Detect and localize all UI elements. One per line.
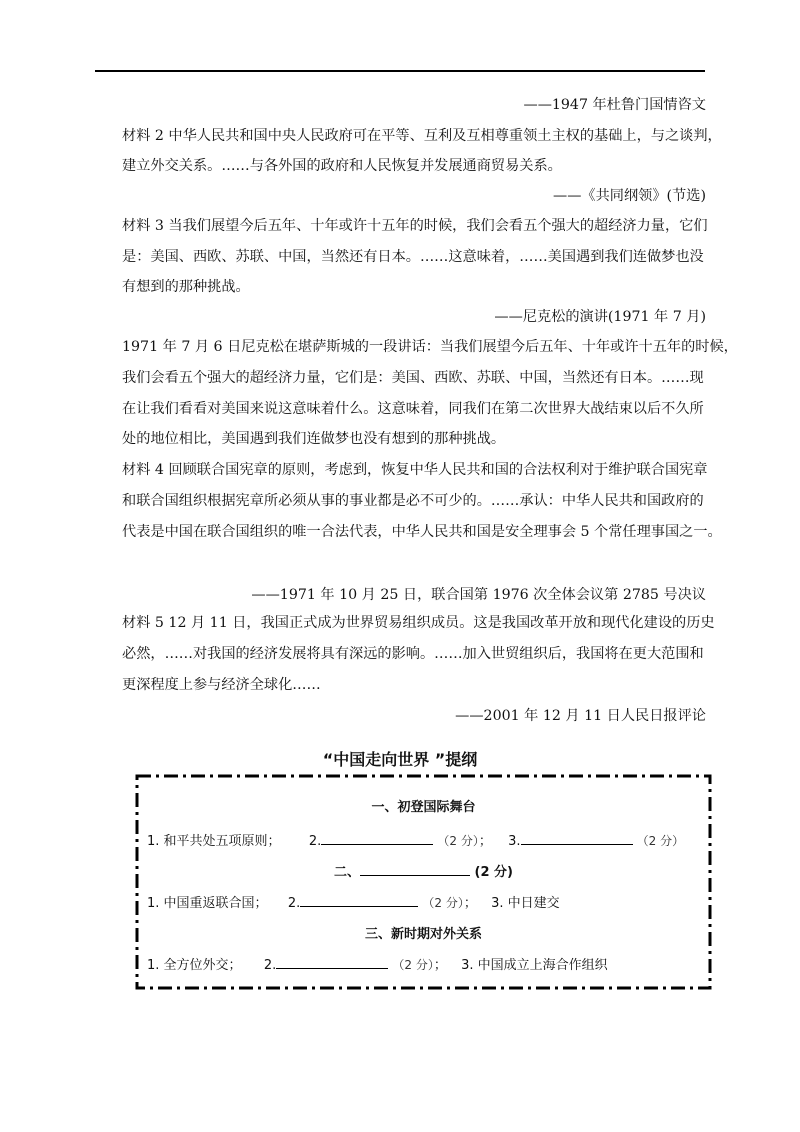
section-2-heading-prefix: 二、 (333, 865, 360, 880)
material-3-line-1: 材料 3 当我们展望今后五年、十年或许十五年的时候，我们会看五个强大的超经济力量，它们 (122, 218, 708, 234)
section-1-item-3-blank[interactable] (521, 832, 633, 845)
source-un-resolution: ——1971 年 10 月 25 日，联合国第 1976 次全体会议第 2785 号决议 (251, 587, 706, 603)
material-5-line-1: 材料 5 12 月 11 日，我国正式成为世界贸易组织成员。这是我国改革开放和现代化建设的历史 (122, 615, 715, 631)
section-3-sep: ； (433, 958, 447, 973)
section-1-item-2-prefix: 2. (308, 834, 322, 849)
section-2-item-2-blank[interactable] (300, 894, 418, 907)
material-4-line-3: 代表是中国在联合国组织的唯一合法代表，中华人民共和国是安全理事会 5 个常任理事国之一。 (122, 524, 722, 540)
source-truman: ——1947 年杜鲁门国情咨文 (523, 97, 706, 113)
outline-box (135, 774, 712, 990)
section-1-heading: 一、初登国际舞台 (371, 800, 476, 815)
section-1-item-2-blank[interactable] (321, 832, 433, 845)
section-1-item-3-prefix: 3. (508, 834, 521, 849)
note-line-1: 1971 年 7 月 6 日尼克松在堪萨斯城的一段讲话：当我们展望今后五年、十年或许十五年的时候， (122, 339, 738, 355)
section-3-item-1: 1. 全方位外交； (147, 958, 242, 973)
section-3-heading: 三、新时期对外关系 (364, 927, 482, 942)
section-2-heading-score: (2 分) (474, 865, 513, 880)
source-common-program: ——《共同纲领》(节选) (553, 188, 706, 204)
section-2-heading (135, 861, 712, 880)
note-line-3: 在让我们看看对美国来说这意味着什么。这意味着，同我们在第二次世界大战结束以后不久所 (122, 401, 704, 417)
material-3-line-3: 有想到的那种挑战。 (122, 279, 250, 295)
material-2-line-2: 建立外交关系。……与各外国的政府和人民恢复并发展通商贸易关系。 (122, 158, 562, 174)
section-3-row (147, 954, 608, 973)
section-3-item-2-score: （2 分） (392, 958, 434, 972)
section-1-sep: ； (478, 834, 492, 849)
material-5-line-2: 必然，……对我国的经济发展将具有深远的影响。……加入世贸组织后，我国将在更大范围和 (122, 646, 704, 662)
section-2-item-2-score: （2 分） (422, 896, 464, 910)
section-3-item-2-blank[interactable] (276, 956, 388, 969)
section-1-item-1: 1. 和平共处五项原则； (147, 834, 281, 849)
material-2-line-1: 材料 2 中华人民共和国中央人民政府可在平等、互利及互相尊重领土主权的基础上，与之谈判， (122, 128, 722, 144)
material-4-line-2: 和联合国组织根据宪章所必须从事的事业都是必不可少的。……承认：中华人民共和国政府的 (122, 493, 704, 509)
section-2-heading-blank[interactable] (360, 863, 470, 876)
section-2-row (147, 892, 560, 911)
note-line-2: 我们会看五个强大的超经济力量，它们是：美国、西欧、苏联、中国，当然还有日本。……现 (122, 370, 704, 386)
section-2-item-1: 1. 中国重返联合国； (147, 896, 268, 911)
section-1-item-2-score: （2 分） (437, 834, 479, 848)
source-nixon: ——尼克松的演讲(1971 年 7 月) (494, 309, 706, 325)
section-3-item-3: 3. 中国成立上海合作组织 (461, 958, 608, 973)
material-3-line-2: 是：美国、西欧、苏联、中国，当然还有日本。……这意味着，……美国遇到我们连做梦也没 (122, 249, 704, 265)
section-2-item-2-prefix: 2. (287, 896, 301, 911)
material-4-line-1: 材料 4 回顾联合国宪章的原则，考虑到，恢复中华人民共和国的合法权利对于维护联合国宪章 (122, 462, 708, 478)
header-rule (95, 70, 705, 72)
source-peoples-daily: ——2001 年 12 月 11 日人民日报评论 (455, 708, 706, 724)
section-2-sep: ； (463, 896, 477, 911)
section-3-item-2-prefix: 2. (263, 958, 277, 973)
section-1-item-3-score: （2 分） (636, 834, 685, 848)
section-2-item-3: 3. 中日建交 (491, 896, 560, 911)
material-5-line-3: 更深程度上参与经济全球化…… (122, 677, 321, 693)
note-line-4: 处的地位相比，美国遇到我们连做梦也没有想到的那种挑战。 (122, 431, 506, 447)
outline-title: “中国走向世界 ”提纲 (322, 750, 478, 769)
section-1-row (147, 830, 684, 849)
